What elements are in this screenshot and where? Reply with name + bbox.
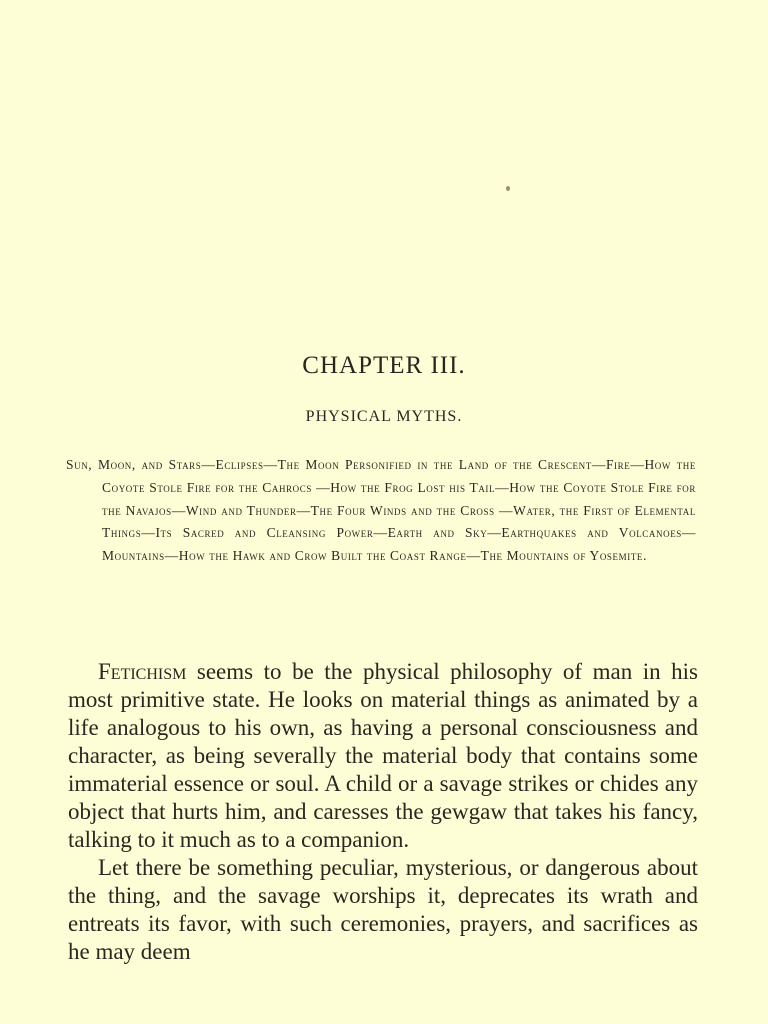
chapter-title: CHAPTER III. (302, 352, 466, 379)
body-text (68, 658, 698, 966)
paragraph-1-text: seems to be the physical philosophy of man in his most primitive state. He looks on material things as animated by a life analogous to his own, as having a personal consciousness and character, as being severally the material body that contains some immaterial essence or soul. A child or a savage strikes or chides any object that hurts him, and caresses the gewgaw that takes his fancy, talking to it much as to a companion. (68, 659, 698, 852)
paragraph-1 (68, 658, 698, 854)
chapter-subtitle: PHYSICAL MYTHS. (305, 408, 463, 425)
chapter-synopsis (66, 454, 696, 568)
paragraph-2: Let there be something peculiar, mysterious, or dangerous about the thing, and the savage worships it, deprecates its wrath and entreats its favor, with such ceremonies, prayers, and sacrifices as he may deem (68, 855, 698, 964)
synopsis-text: Sun, Moon, and Stars—Eclipses—The Moon Personified in the Land of the Crescent—Fire—How the Coyote Stole Fire for the Cahrocs —How the Frog Lost his Tail—How the Coyote Stole Fire for the Navajos—Wind and Thunder—The Four Winds and the Cross —Water, the First of Elemental Things—Its Sacred and Cleansing Power—Earth and Sky—Earthquakes and Volcanoes—Mountains—How the Hawk and Crow Built the Coast Range—The Mountains of Yosemite. (66, 457, 696, 564)
ink-speck (506, 186, 510, 191)
paragraph-1-lead: Fetichism (98, 659, 187, 684)
